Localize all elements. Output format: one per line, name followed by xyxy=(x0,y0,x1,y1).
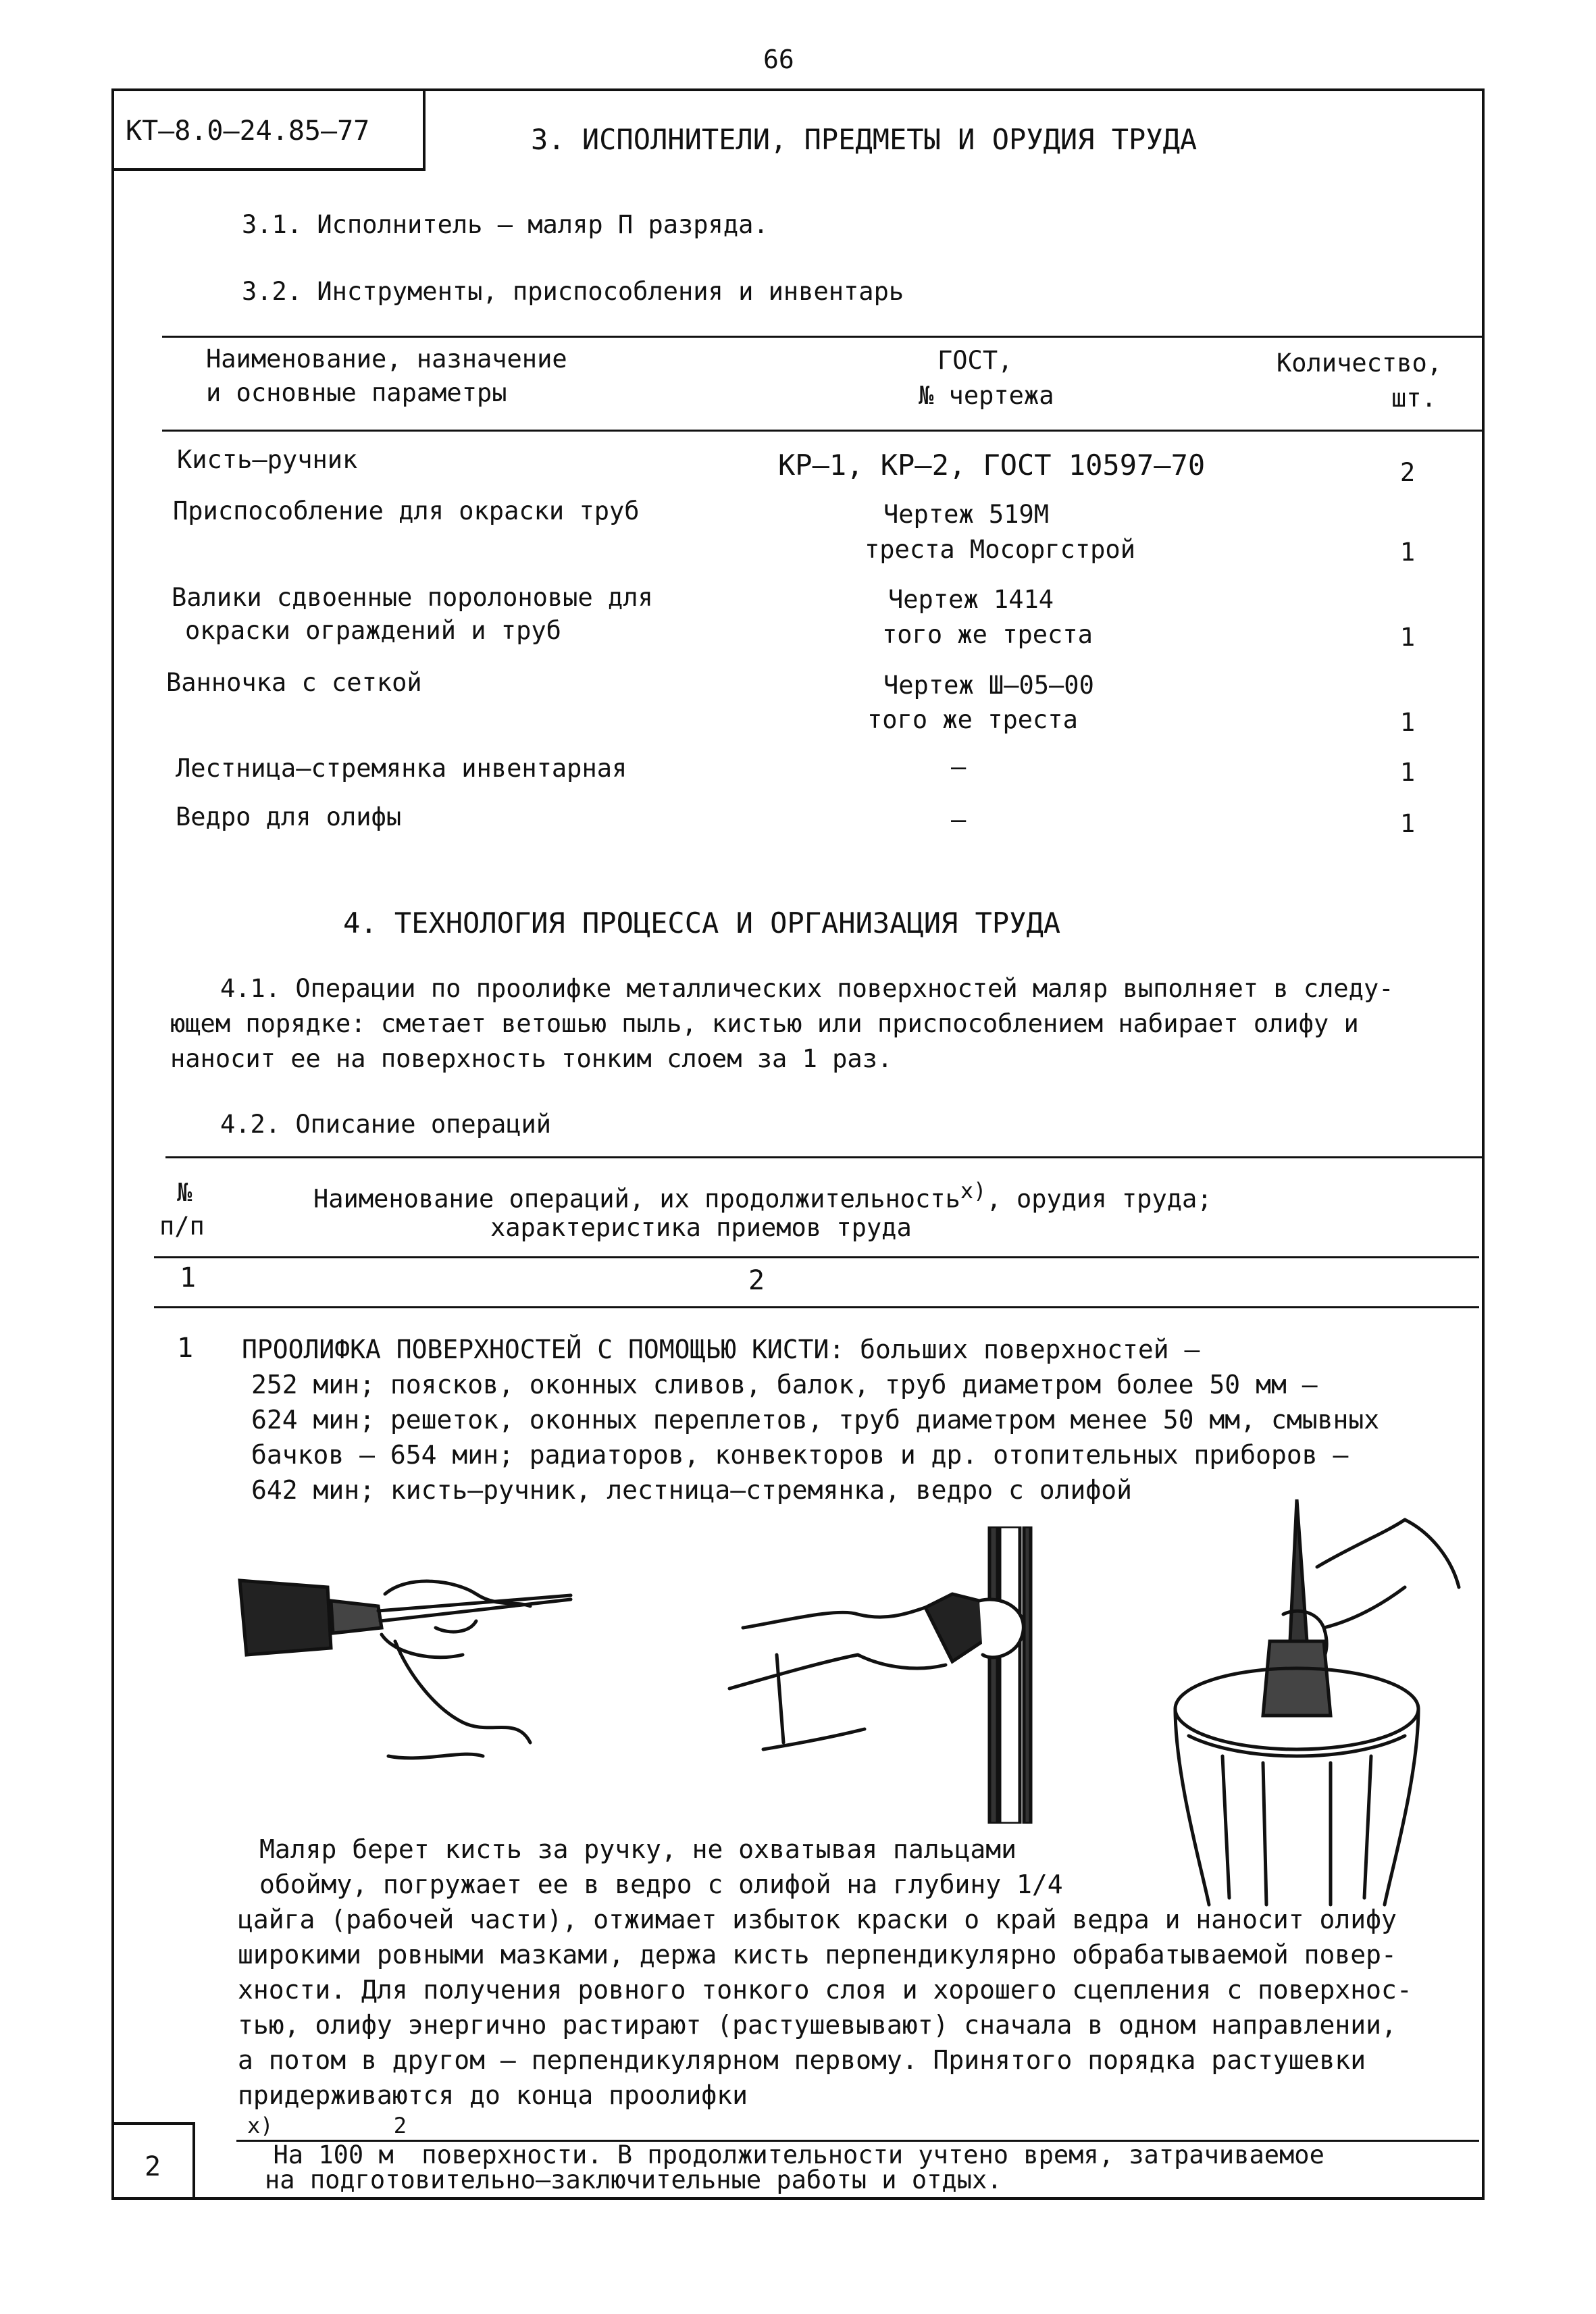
tools-header-qty-1: Количество, xyxy=(1277,349,1443,378)
tools-row-name: Ведро для олифы xyxy=(176,802,402,831)
sheet-number: 2 xyxy=(145,2151,161,2182)
tools-row-gost: КР–1, КР–2, ГОСТ 10597–70 xyxy=(778,448,1206,482)
ops-row-number: 1 xyxy=(177,1333,194,1364)
section4-p1-line: ющем порядке: сметает ветошью пыль, кистью или приспособлением набирает олифу и xyxy=(170,1009,1359,1038)
ops-desc-line: Маляр берет кисть за ручку, не охватывая пальцами xyxy=(259,1834,1017,1864)
ops-row-line: ПРООЛИФКА ПОВЕРХНОСТЕЙ С ПОМОЩЬЮ КИСТИ: больших поверхностей – xyxy=(242,1335,1200,1364)
tools-row-name: Кисть–ручник xyxy=(177,445,358,474)
pipe-painting-illustration xyxy=(723,1526,1101,1824)
section3-title: 3. ИСПОЛНИТЕЛИ, ПРЕДМЕТЫ И ОРУДИЯ ТРУДА xyxy=(531,123,1198,156)
ops-row-line: бачков – 654 мин; радиаторов, конвекторов и др. отопительных приборов – xyxy=(251,1440,1349,1470)
tools-header-name-2: и основные параметры xyxy=(206,378,507,407)
frame-right-line xyxy=(1482,88,1485,2200)
tools-row-qty: 2 xyxy=(1399,458,1416,487)
tools-header-qty-2: шт. xyxy=(1391,384,1437,413)
section4-title: 4. ТЕХНОЛОГИЯ ПРОЦЕССА И ОРГАНИЗАЦИЯ ТРУДА xyxy=(343,906,1061,940)
footnote-text-b: поверхности. В продолжительности учтено время, затрачиваемое xyxy=(407,2140,1324,2170)
tools-row-qty: 1 xyxy=(1399,708,1416,737)
tools-row-gost-2: того же треста xyxy=(882,620,1093,649)
tools-row-name: Лестница–стремянка инвентарная xyxy=(176,754,627,783)
tools-header-gost-1: ГОСТ, xyxy=(937,346,1013,375)
footnote-sup: 2 xyxy=(393,2113,407,2138)
footnote-line-1 xyxy=(247,2113,1324,2170)
tools-row-qty: 1 xyxy=(1399,758,1416,787)
section4-p1 xyxy=(170,971,1394,1077)
tools-row-gost: Чертеж Ш–05–00 xyxy=(883,671,1094,700)
ops-desc-line: цайга (рабочей части), отжимает избыток краски о край ведра и наносит олифу xyxy=(238,1905,1397,1934)
section4-p1-line: наносит ее на поверхность тонким слоем за 1 раз. xyxy=(170,1044,893,1073)
ops-desc-line: хности. Для получения ровного тонкого слоя и хорошего сцепления с поверхнос- xyxy=(238,1975,1412,2005)
section4-p1-line: 4.1. Операции по проолифке металлических поверхностей маляр выполняет в следу- xyxy=(220,974,1394,1003)
tools-row-gost: – xyxy=(951,805,967,834)
ops-desc-line: придерживаются до конца проолифки xyxy=(238,2080,748,2110)
tools-row-name: Валики сдвоенные поролоновые для xyxy=(172,583,653,612)
section4-p2: 4.2. Описание операций xyxy=(220,1110,552,1139)
tools-row-gost: – xyxy=(951,752,967,781)
tools-table-top-line xyxy=(162,336,1485,338)
page-number: 66 xyxy=(763,45,794,74)
tools-table-header-line xyxy=(162,430,1485,432)
tools-row-gost: Чертеж 519М xyxy=(883,500,1050,529)
brush-hand-illustration xyxy=(233,1553,584,1770)
tools-header-name-1: Наименование, назначение xyxy=(206,344,567,374)
ops-row-line: 252 мин; поясков, оконных сливов, балок, труб диаметром более 50 мм – xyxy=(251,1370,1318,1399)
ops-row-title xyxy=(242,1332,1379,1508)
ops-row-line: 642 мин; кисть–ручник, лестница–стремянка, ведро с олифой xyxy=(251,1475,1133,1505)
tools-row-name: Ванночка с сеткой xyxy=(166,668,422,697)
tools-row-gost-2: треста Мосоргстрой xyxy=(865,535,1135,564)
footnote-line-2: на подготовительно–заключительные работы и отдых. xyxy=(265,2165,1002,2194)
ops-row-description xyxy=(238,1832,1412,2113)
ops-table-numbers-line xyxy=(154,1306,1479,1308)
frame-left-line xyxy=(111,88,114,2200)
footnote-mark: x) xyxy=(247,2113,274,2138)
tools-row-gost-2: того же треста xyxy=(867,705,1078,734)
ops-header-title-text: Наименование операций, их продолжительность xyxy=(313,1184,960,1214)
doc-code: КТ–8.0–24.85–77 xyxy=(126,115,370,147)
tools-row-name-2: окраски ограждений и труб xyxy=(185,616,561,645)
section3-p2: 3.2. Инструменты, приспособления и инвентарь xyxy=(242,277,904,306)
ops-colnum-1: 1 xyxy=(180,1262,197,1293)
frame-bottom-line xyxy=(111,2197,1485,2200)
tools-row-qty: 1 xyxy=(1399,809,1416,838)
ops-desc-line: обойму, погружает ее в ведро с олифой на глубину 1/4 xyxy=(259,1870,1063,1899)
ops-table-top-line xyxy=(165,1156,1485,1158)
ops-header-title-1 xyxy=(313,1178,1212,1214)
ops-row-line: 624 мин; решеток, оконных переплетов, труб диаметром менее 50 мм, смывных xyxy=(251,1405,1380,1435)
ops-header-title-text-b: , орудия труда; xyxy=(986,1184,1212,1214)
tools-row-name: Приспособление для окраски труб xyxy=(173,496,640,525)
tools-row-gost: Чертеж 1414 xyxy=(888,585,1054,614)
ops-desc-line: широкими ровными мазками, держа кисть перпендикулярно обрабатываемой повер- xyxy=(238,1940,1397,1970)
ops-header-title-2: характеристика приемов труда xyxy=(490,1213,912,1242)
ops-header-footnote-mark: x) xyxy=(960,1178,987,1204)
tools-header-gost-2: № чертежа xyxy=(919,381,1054,410)
footnote-text-a: На 100 м xyxy=(273,2140,394,2170)
tools-row-qty: 1 xyxy=(1399,538,1416,567)
ops-desc-line: а потом в другом – перпендикулярном первому. Принятого порядка растушевки xyxy=(238,2045,1366,2075)
ops-header-num-1: № xyxy=(177,1178,192,1207)
ops-desc-line: тью, олифу энергично растирают (растушевывают) сначала в одном направлении, xyxy=(238,2010,1397,2040)
tools-row-qty: 1 xyxy=(1399,623,1416,652)
section3-p1: 3.1. Исполнитель – маляр П разряда. xyxy=(242,210,769,239)
ops-header-num-2: п/п xyxy=(159,1212,205,1241)
ops-colnum-2: 2 xyxy=(748,1265,765,1296)
ops-table-header-line xyxy=(154,1256,1479,1258)
